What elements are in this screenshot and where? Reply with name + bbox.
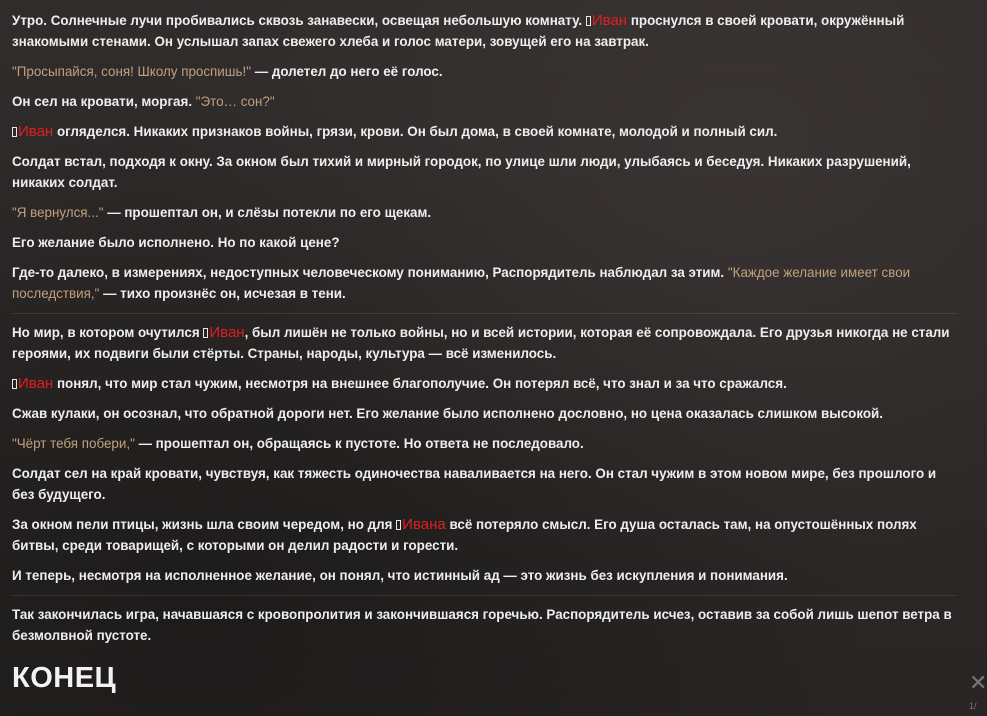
missing-glyph-icon <box>586 16 591 26</box>
story-paragraph <box>12 373 957 394</box>
character-name: Ивана <box>402 516 446 533</box>
story-paragraph <box>12 202 957 223</box>
close-icon[interactable]: ✕ <box>969 670 987 695</box>
character-name: Иван <box>18 123 54 140</box>
missing-glyph-icon <box>396 520 401 530</box>
dialogue-quote: "Каждое желание имеет свои последствия," <box>12 265 911 301</box>
paragraph-text: — долетел до него её голос. <box>254 64 443 79</box>
story-paragraph: Солдат встал, подходя к окну. За окном был тихий и мирный городок, по улице шли люди, улыбаясь и беседуя. Никаких разрушений, никаких солдат. <box>12 154 911 190</box>
paragraph-text: Но мир, в котором очутился <box>12 325 200 340</box>
paragraph-text: , был лишён не только войны, но и всей истории, которая её сопровождала. Его друзья никогда не стали героями, их подвиги были стёрты. Страны, народы, культура — всё изменилось. <box>12 325 950 361</box>
story-paragraph <box>12 433 957 454</box>
dialogue-quote: "Это… сон?" <box>195 94 275 109</box>
story-paragraph <box>12 61 957 82</box>
story-paragraph: Его желание было исполнено. Но по какой цене? <box>12 235 340 250</box>
section-divider <box>12 595 957 596</box>
story-paragraph: Солдат сел на край кровати, чувствуя, как тяжесть одиночества наваливается на него. Он стал чужим в этом новом мире, без прошлого и без будущего. <box>12 466 937 502</box>
missing-glyph-icon <box>203 328 208 338</box>
story-paragraph <box>12 121 957 142</box>
story-paragraph <box>12 10 957 52</box>
character-name: Иван <box>591 12 628 29</box>
story-paragraph <box>12 322 957 364</box>
paragraph-text: понял, что мир стал чужим, несмотря на внешнее благополучие. Он потерял всё, что знал и за что сражался. <box>56 376 787 391</box>
paragraph-text: — прошептал он, обращаясь к пустоте. Но ответа не последовало. <box>138 436 584 451</box>
story-paragraph: Сжав кулаки, он осознал, что обратной дороги нет. Его желание было исполнено дословно, но цена оказалась слишком высокой. <box>12 406 883 421</box>
section-divider <box>12 313 957 314</box>
page-counter: 1/ <box>969 701 977 711</box>
story-paragraph: И теперь, несмотря на исполненное желание, он понял, что истинный ад — это жизнь без искупления и понимания. <box>12 568 788 583</box>
paragraph-text: — прошептал он, и слёзы потекли по его щекам. <box>107 205 432 220</box>
missing-glyph-icon <box>12 127 17 137</box>
story-paragraph <box>12 91 957 112</box>
story-text <box>12 10 957 695</box>
missing-glyph-icon <box>12 379 17 389</box>
paragraph-text: огляделся. Никаких признаков войны, грязи, крови. Он был дома, в своей комнате, молодой и полный сил. <box>56 124 778 139</box>
paragraph-text: — тихо произнёс он, исчезая в тени. <box>103 286 346 301</box>
paragraph-text: Утро. Солнечные лучи пробивались сквозь занавески, освещая небольшую комнату. <box>12 13 583 28</box>
paragraph-text: проснулся в своей кровати, окружённый знакомыми стенами. Он услышал запах свежего хлеба и голос матери, зовущей его на завтрак. <box>12 13 905 49</box>
character-name: Иван <box>18 375 54 392</box>
story-paragraph <box>12 514 957 556</box>
dialogue-quote: "Просыпайся, соня! Школу проспишь!" <box>12 64 251 79</box>
paragraph-text: всё потеряло смысл. Его душа осталась там, на опустошённых полях битвы, среди товарищей, с которыми он делил радости и горести. <box>12 517 917 553</box>
story-paragraph <box>12 262 957 304</box>
dialogue-quote: "Я вернулся..." <box>12 205 104 220</box>
dialogue-quote: "Чёрт тебя побери," <box>12 436 135 451</box>
paragraph-text: За окном пели птицы, жизнь шла своим чередом, но для <box>12 517 393 532</box>
paragraph-text: Где-то далеко, в измерениях, недоступных человеческому пониманию, Распорядитель наблюдал за этим. <box>12 265 725 280</box>
ending-title: КОНЕЦ <box>12 662 117 694</box>
character-name: Иван <box>209 324 245 341</box>
story-paragraph: Так закончилась игра, начавшаяся с кровопролития и закончившаяся горечью. Распорядитель исчез, оставив за собой лишь шепот ветра в безмолвной пустоте. <box>12 607 952 643</box>
paragraph-text: Он сел на кровати, моргая. <box>12 94 193 109</box>
